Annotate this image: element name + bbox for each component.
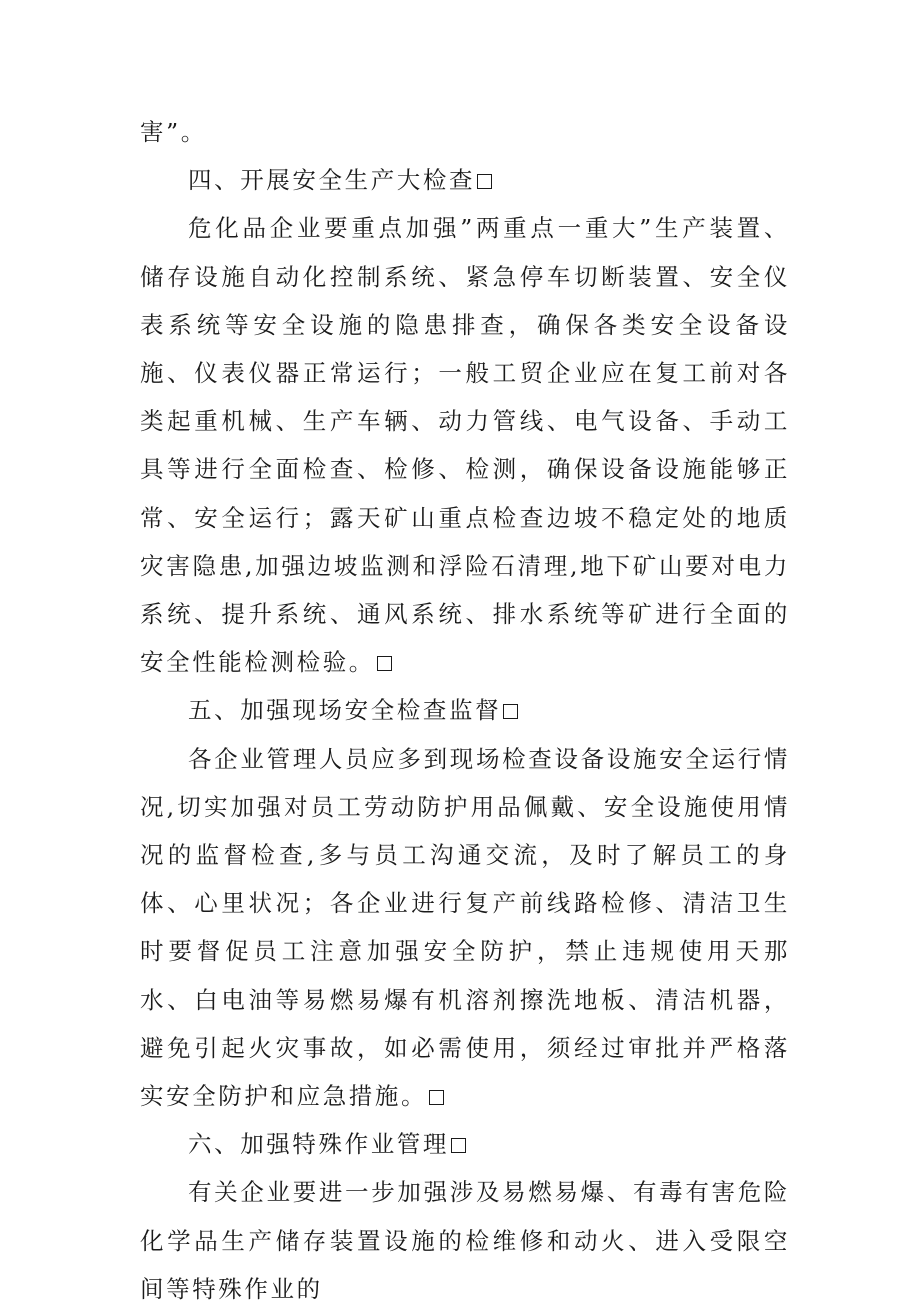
- square-mark-icon: [451, 1138, 466, 1153]
- document-page: [140, 108, 790, 1313]
- square-mark-icon: [503, 704, 518, 719]
- square-mark-icon: [429, 1090, 444, 1105]
- section-heading-5: 五、加强现场安全检查监督: [140, 686, 790, 734]
- square-mark-icon: [477, 174, 492, 189]
- paragraph-site-supervision: 各企业管理人员应多到现场检查设备设施安全运行情况,切实加强对员工劳动防护用品佩戴、安全设施使用情况的监督检查,多与员工沟通交流，及时了解员工的身体、心里状况；各企业进行复产前线路检修、清洁卫生时要督促员工注意加强安全防护，禁止违规使用天那水、白电油等易燃易爆有机溶剂擦洗地板、清洁机器，避免引起火灾事故，如必需使用，须经过审批并严格落实安全防护和应急措施。: [140, 744, 790, 1111]
- paragraph-hazard-inspection: 危化品企业要重点加强”两重点一重大”生产装置、储存设施自动化控制系统、紧急停车切断装置、安全仪表系统等安全设施的隐患排查，确保各类安全设备设施、仪表仪器正常运行；一般工贸企业应在复工前对各类起重机械、生产车辆、动力管线、电气设备、手动工具等进行全面检查、检修、检测，确保设备设施能够正常、安全运行；露天矿山重点检查边坡不稳定处的地质灾害隐患,加强边坡监测和浮险石清理,地下矿山要对电力系统、提升系统、通风系统、排水系统等矿进行全面的安全性能检测检验。: [140, 214, 790, 677]
- paragraph-special-operations: 有关企业要进一步加强涉及易燃易爆、有毒有害危险化学品生产储存装置设施的检维修和动火、进入受限空间等特殊作业的: [140, 1178, 790, 1303]
- paragraph-continuation: 害”。: [140, 118, 207, 146]
- section-heading-6: 六、加强特殊作业管理: [140, 1120, 790, 1168]
- section-heading-4: 四、开展安全生产大检查: [140, 156, 790, 204]
- square-mark-icon: [377, 656, 392, 671]
